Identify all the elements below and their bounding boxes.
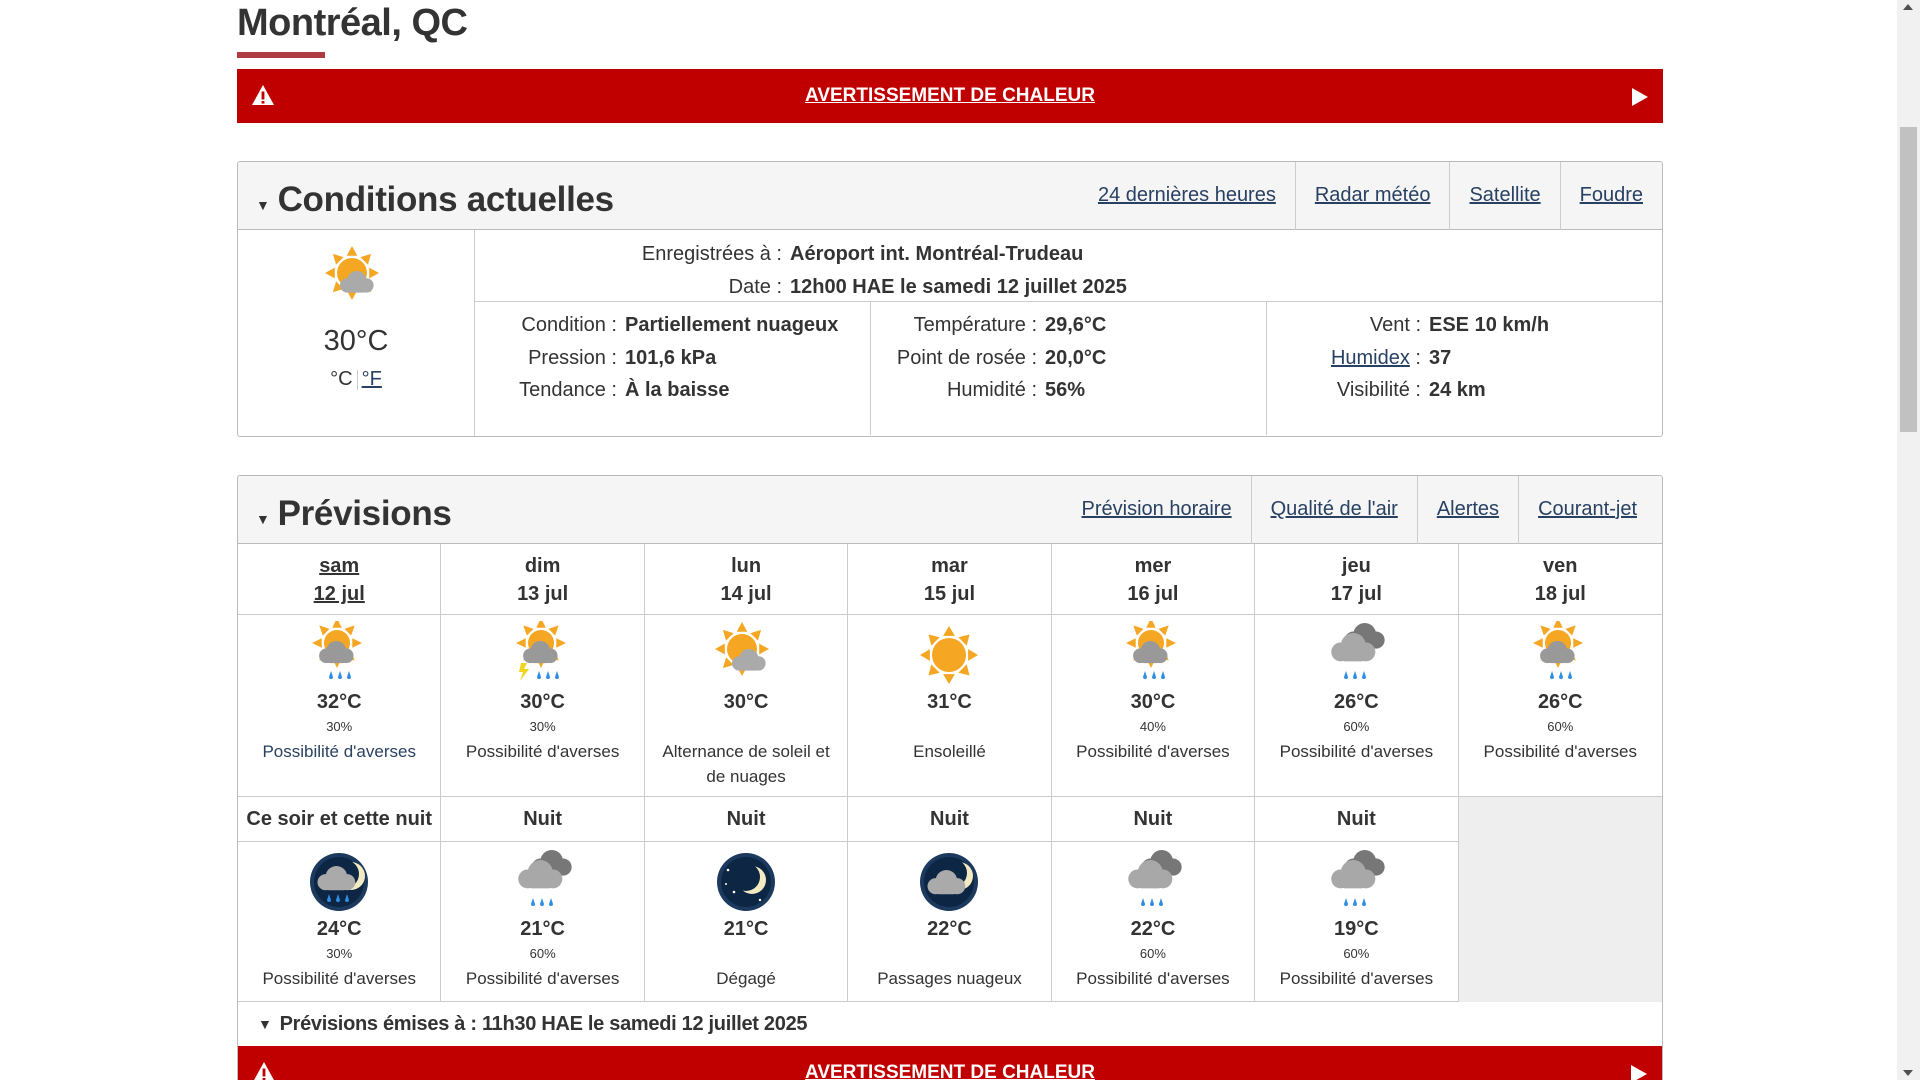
title-underline: [237, 52, 325, 58]
forecast-night-column: [1255, 797, 1458, 1002]
scroll-up-arrow-icon[interactable]: [1903, 4, 1913, 10]
forecast-day-column: [645, 544, 848, 797]
night-forecast[interactable]: [1052, 842, 1254, 1002]
forecast-day-grid: [238, 544, 1662, 797]
forecast-panel: [237, 475, 1663, 1080]
night-summary: Dégagé: [716, 969, 776, 988]
day-forecast[interactable]: [238, 615, 440, 797]
forecast-night-column: [1052, 797, 1255, 1002]
warning-icon: [252, 1061, 276, 1080]
day-date: 18 jul: [1534, 583, 1586, 605]
sun-icon: [848, 621, 1050, 689]
day-header[interactable]: [238, 544, 440, 615]
day-summary: Ensoleillé: [913, 742, 986, 761]
collapse-caret-icon: ▼: [256, 196, 270, 213]
humidex-link[interactable]: Humidex: [1330, 346, 1410, 369]
wind-value: ESE 10 km/h: [1429, 314, 1550, 336]
day-pop: [848, 719, 1050, 734]
night-header: Nuit: [645, 797, 847, 842]
link-satellite[interactable]: Satellite: [1449, 162, 1559, 230]
day-temp: 32°C: [316, 691, 362, 713]
date-label: Date :: [728, 276, 782, 298]
humidex-value: 37: [1429, 346, 1452, 369]
forecast-day-column: [1052, 544, 1255, 797]
heat-warning-banner[interactable]: [237, 69, 1663, 123]
day-temp: 26°C: [1537, 691, 1583, 713]
day-summary: Possibilité d'averses: [465, 742, 620, 761]
forecast-day-column: [848, 544, 1051, 797]
day-pop: 60%: [1547, 719, 1574, 734]
tendency-value: À la baisse: [625, 379, 730, 401]
day-date: 12 jul: [313, 583, 365, 605]
day-name: ven: [1543, 555, 1578, 577]
day-summary: Possibilité d'averses: [1076, 742, 1230, 761]
day-temp: 30°C: [520, 691, 565, 713]
day-pop: 30%: [529, 719, 556, 734]
link-alerts[interactable]: Alertes: [1417, 476, 1518, 544]
day-name: sam: [319, 555, 360, 577]
current-temp: 30°C: [323, 325, 389, 357]
day-temp: 26°C: [1334, 691, 1379, 713]
day-name: lun: [731, 555, 762, 577]
forecast-links: [1063, 476, 1662, 544]
current-conditions-heading: Conditions actuelles: [277, 179, 614, 219]
day-header: [1052, 544, 1254, 615]
cloud-rain-icon: [1255, 621, 1457, 689]
day-forecast[interactable]: [848, 615, 1050, 797]
day-pop: [645, 719, 847, 734]
night-header: Ce soir et cette nuit: [238, 797, 440, 842]
forecast-heading: Prévisions: [277, 493, 452, 533]
forecast-night-column: [645, 797, 848, 1002]
observation-details: [475, 230, 1662, 436]
day-date: 15 jul: [923, 583, 976, 605]
night-pop: 60%: [529, 946, 556, 961]
moon-cloud-icon: [848, 848, 1050, 916]
day-forecast[interactable]: [645, 615, 847, 797]
night-temp: 19°C: [1334, 918, 1379, 940]
day-date: 14 jul: [720, 583, 772, 605]
night-summary: Possibilité d'averses: [262, 969, 416, 988]
day-forecast[interactable]: [1459, 615, 1662, 797]
unit-toggle: [238, 368, 474, 391]
link-lightning[interactable]: Foudre: [1560, 162, 1662, 230]
forecast-night-column: [238, 797, 441, 1002]
tendency-label: Tendance :: [519, 379, 617, 401]
pressure-value: 101,6 kPa: [625, 346, 717, 369]
obs-col-1: [475, 302, 870, 435]
warning-icon: [251, 84, 275, 106]
day-header: [1459, 544, 1662, 615]
heat-warning-link[interactable]: AVERTISSEMENT DE CHALEUR: [805, 85, 1095, 106]
night-temp: 21°C: [723, 918, 769, 940]
night-temp: 21°C: [520, 918, 565, 940]
humidex-sep: :: [1409, 346, 1421, 369]
night-pop: 30%: [326, 946, 353, 961]
day-pop: 30%: [326, 719, 353, 734]
dewpoint-value: 20,0°C: [1045, 346, 1107, 369]
link-air-quality[interactable]: Qualité de l'air: [1251, 476, 1417, 544]
night-summary: Passages nuageux: [877, 969, 1022, 988]
recorded-label: Enregistrées à :: [641, 243, 782, 265]
day-temp: 30°C: [723, 691, 769, 713]
page-scrollbar[interactable]: [1897, 0, 1920, 1080]
heat-warning-banner-bottom[interactable]: [238, 1046, 1662, 1080]
visibility-label: Visibilité :: [1336, 379, 1421, 401]
current-conditions-title[interactable]: [238, 172, 614, 220]
current-conditions-panel: [237, 161, 1663, 437]
sun-cloud-icon: [645, 621, 847, 689]
forecast-night-grid: [238, 797, 1662, 1002]
play-arrow-icon: [1631, 88, 1649, 106]
heat-warning-link-bottom[interactable]: AVERTISSEMENT DE CHALEUR: [805, 1062, 1095, 1080]
wind-label: Vent :: [1369, 314, 1421, 336]
cloud-rain-icon: [1052, 848, 1254, 916]
visibility-value: 24 km: [1429, 379, 1486, 401]
night-pop: 60%: [1343, 946, 1370, 961]
observation-station: [475, 230, 1662, 302]
day-summary: Possibilité d'averses: [1279, 742, 1434, 761]
day-summary: Possibilité d'averses: [262, 742, 416, 761]
day-date: 17 jul: [1330, 583, 1382, 605]
night-temp: 22°C: [1130, 918, 1176, 940]
recorded-value: Aéroport int. Montréal-Trudeau: [790, 243, 1084, 265]
forecast-day-column: [1255, 544, 1458, 797]
current-summary: [238, 230, 475, 436]
link-24h[interactable]: 24 dernières heures: [1097, 184, 1276, 206]
forecast-issued-text: Prévisions émises à : 11h30 HAE le samedi 12 juillet 2025: [279, 1012, 808, 1035]
empty-night-cell: [1459, 797, 1662, 1002]
cloud-rain-icon: [441, 848, 643, 916]
unit-celsius: °C: [330, 368, 353, 390]
cloud-rain-icon: [1255, 848, 1457, 916]
day-forecast[interactable]: [1255, 615, 1457, 797]
day-temp: 31°C: [927, 691, 972, 713]
current-conditions-header: [238, 162, 1662, 230]
forecast-night-column: [441, 797, 644, 1002]
day-pop: 40%: [1139, 719, 1166, 734]
page-title: Montréal, QC: [237, 2, 468, 44]
link-radar[interactable]: Radar météo: [1295, 162, 1450, 230]
condition-label: Condition :: [521, 314, 617, 336]
night-forecast[interactable]: [848, 842, 1050, 1002]
night-forecast[interactable]: [238, 842, 440, 1002]
night-header: Nuit: [441, 797, 643, 842]
humidity-label: Humidité :: [946, 379, 1037, 401]
night-temp: 24°C: [316, 918, 362, 940]
partly-cloudy-icon: [238, 245, 474, 313]
day-name: dim: [524, 555, 561, 577]
unit-fahrenheit-link[interactable]: °F: [361, 368, 382, 390]
night-temp: 22°C: [927, 918, 972, 940]
forecast-day-column: [1459, 544, 1662, 797]
main-content: [237, 0, 1663, 1080]
play-arrow-icon: [1630, 1065, 1648, 1080]
forecast-header: [238, 476, 1662, 544]
day-name: jeu: [1341, 555, 1371, 577]
forecast-day-column: [238, 544, 441, 797]
collapse-caret-icon: ▼: [256, 510, 270, 527]
sun-cloud-rain-icon: [1052, 621, 1254, 689]
day-summary: Possibilité d'averses: [1483, 742, 1638, 761]
night-forecast[interactable]: [645, 842, 847, 1002]
observation-values: [475, 302, 1662, 435]
temperature-value: 29,6°C: [1045, 314, 1107, 336]
night-header: Nuit: [848, 797, 1050, 842]
day-summary: Alternance de soleil et de nuages: [662, 742, 830, 786]
humidity-value: 56%: [1045, 379, 1086, 401]
day-temp: 30°C: [1130, 691, 1176, 713]
date-value: 12h00 HAE le samedi 12 juillet 2025: [790, 276, 1127, 298]
day-forecast[interactable]: [441, 615, 643, 797]
expand-caret-icon: ▼: [258, 1016, 272, 1032]
dewpoint-label: Point de rosée :: [896, 346, 1037, 369]
night-pop: [848, 946, 1050, 961]
day-date: 13 jul: [517, 583, 569, 605]
day-header: [1255, 544, 1457, 615]
forecast-night-column: [848, 797, 1051, 1002]
day-header: [645, 544, 847, 615]
pressure-label: Pression :: [528, 346, 617, 369]
moon-cloud-rain-icon: [238, 848, 440, 916]
night-summary: Possibilité d'averses: [1279, 969, 1434, 988]
link-hourly[interactable]: Prévision horaire: [1081, 498, 1232, 520]
night-summary: Possibilité d'averses: [465, 969, 620, 988]
humidex-label-wrap: [1267, 342, 1429, 375]
scroll-down-arrow-icon[interactable]: [1903, 1070, 1913, 1076]
day-header: [848, 544, 1050, 615]
forecast-day-column: [441, 544, 644, 797]
link-jet-stream[interactable]: Courant-jet: [1518, 476, 1656, 544]
night-pop: [645, 946, 847, 961]
day-header: [441, 544, 643, 615]
night-header: Nuit: [1052, 797, 1254, 842]
day-forecast[interactable]: [1052, 615, 1254, 797]
current-links: [1079, 162, 1662, 230]
sun-cloud-thunder-rain-icon: [441, 621, 643, 689]
moon-clear-icon: [645, 848, 847, 916]
day-date: 16 jul: [1127, 583, 1179, 605]
sun-cloud-rain-icon: [1459, 621, 1662, 689]
night-forecast[interactable]: [1255, 842, 1457, 1002]
current-conditions-body: [238, 230, 1662, 436]
sun-cloud-rain-icon: [238, 621, 440, 689]
obs-col-2: [870, 302, 1266, 435]
night-forecast[interactable]: [441, 842, 643, 1002]
condition-value: Partiellement nuageux: [625, 314, 839, 336]
night-header: Nuit: [1255, 797, 1457, 842]
day-pop: 60%: [1343, 719, 1370, 734]
temperature-label: Température :: [913, 314, 1037, 336]
night-pop: 60%: [1139, 946, 1166, 961]
forecast-issued[interactable]: [238, 1002, 1662, 1046]
day-name: mar: [931, 555, 968, 577]
day-name: mer: [1134, 555, 1172, 577]
scrollbar-thumb[interactable]: [1900, 127, 1917, 432]
night-summary: Possibilité d'averses: [1076, 969, 1230, 988]
obs-col-3: [1266, 302, 1662, 435]
forecast-title[interactable]: [238, 486, 452, 534]
